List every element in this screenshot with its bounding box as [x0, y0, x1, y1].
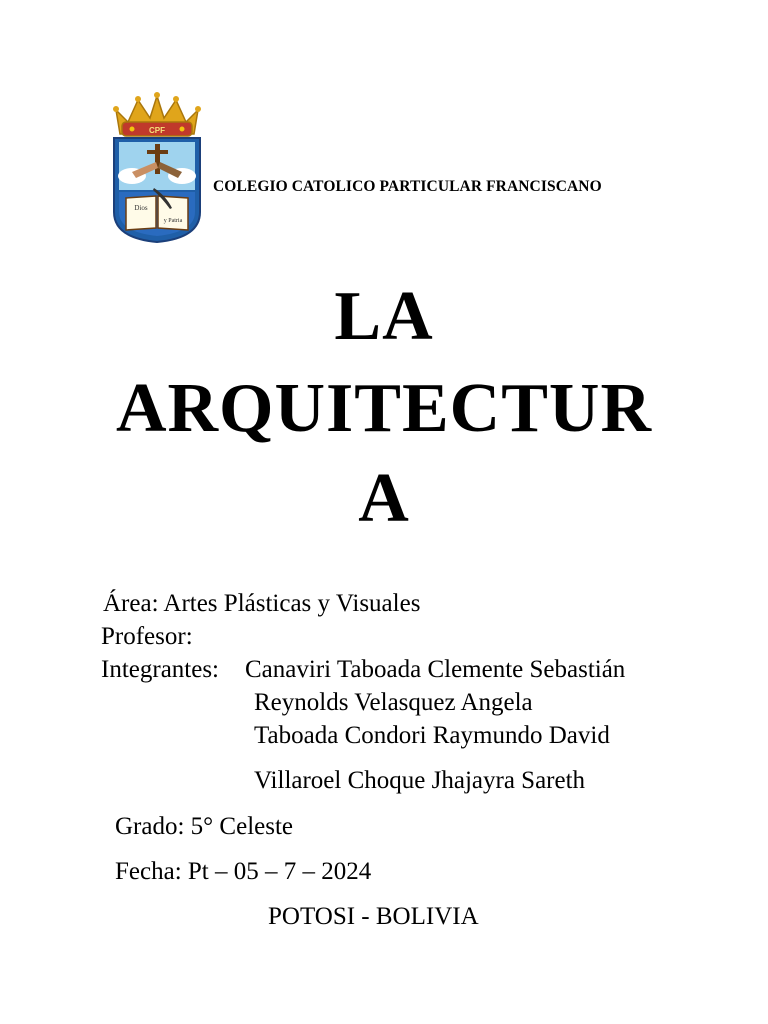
integrantes-label: Integrantes: — [101, 656, 220, 683]
fecha-line: Fecha: Pt – 05 – 7 – 2024 — [115, 858, 372, 885]
document-title-line-1: LA — [334, 278, 434, 355]
member-1: Canaviri Taboada Clemente Sebastián — [245, 656, 626, 683]
member-2: Reynolds Velasquez Angela — [254, 689, 533, 716]
document-title-line-2: ARQUITECTUR — [115, 370, 653, 447]
grado-line: Grado: 5° Celeste — [115, 813, 294, 840]
svg-text:Dios: Dios — [134, 204, 148, 212]
crown-icon — [113, 92, 201, 136]
svg-text:CPF: CPF — [149, 126, 165, 135]
document-title-line-3: A — [358, 460, 410, 537]
svg-text:y Patria: y Patria — [163, 218, 183, 224]
location-line: POTOSI - BOLIVIA — [268, 903, 479, 930]
member-3: Taboada Condori Raymundo David — [254, 722, 610, 749]
profesor-line: Profesor: — [101, 623, 193, 650]
member-4: Villaroel Choque Jhajayra Sareth — [254, 767, 586, 794]
school-name: COLEGIO CATOLICO PARTICULAR FRANCISCANO — [213, 178, 602, 195]
school-crest-icon — [110, 92, 204, 244]
area-line: Área: Artes Plásticas y Visuales — [103, 590, 421, 617]
